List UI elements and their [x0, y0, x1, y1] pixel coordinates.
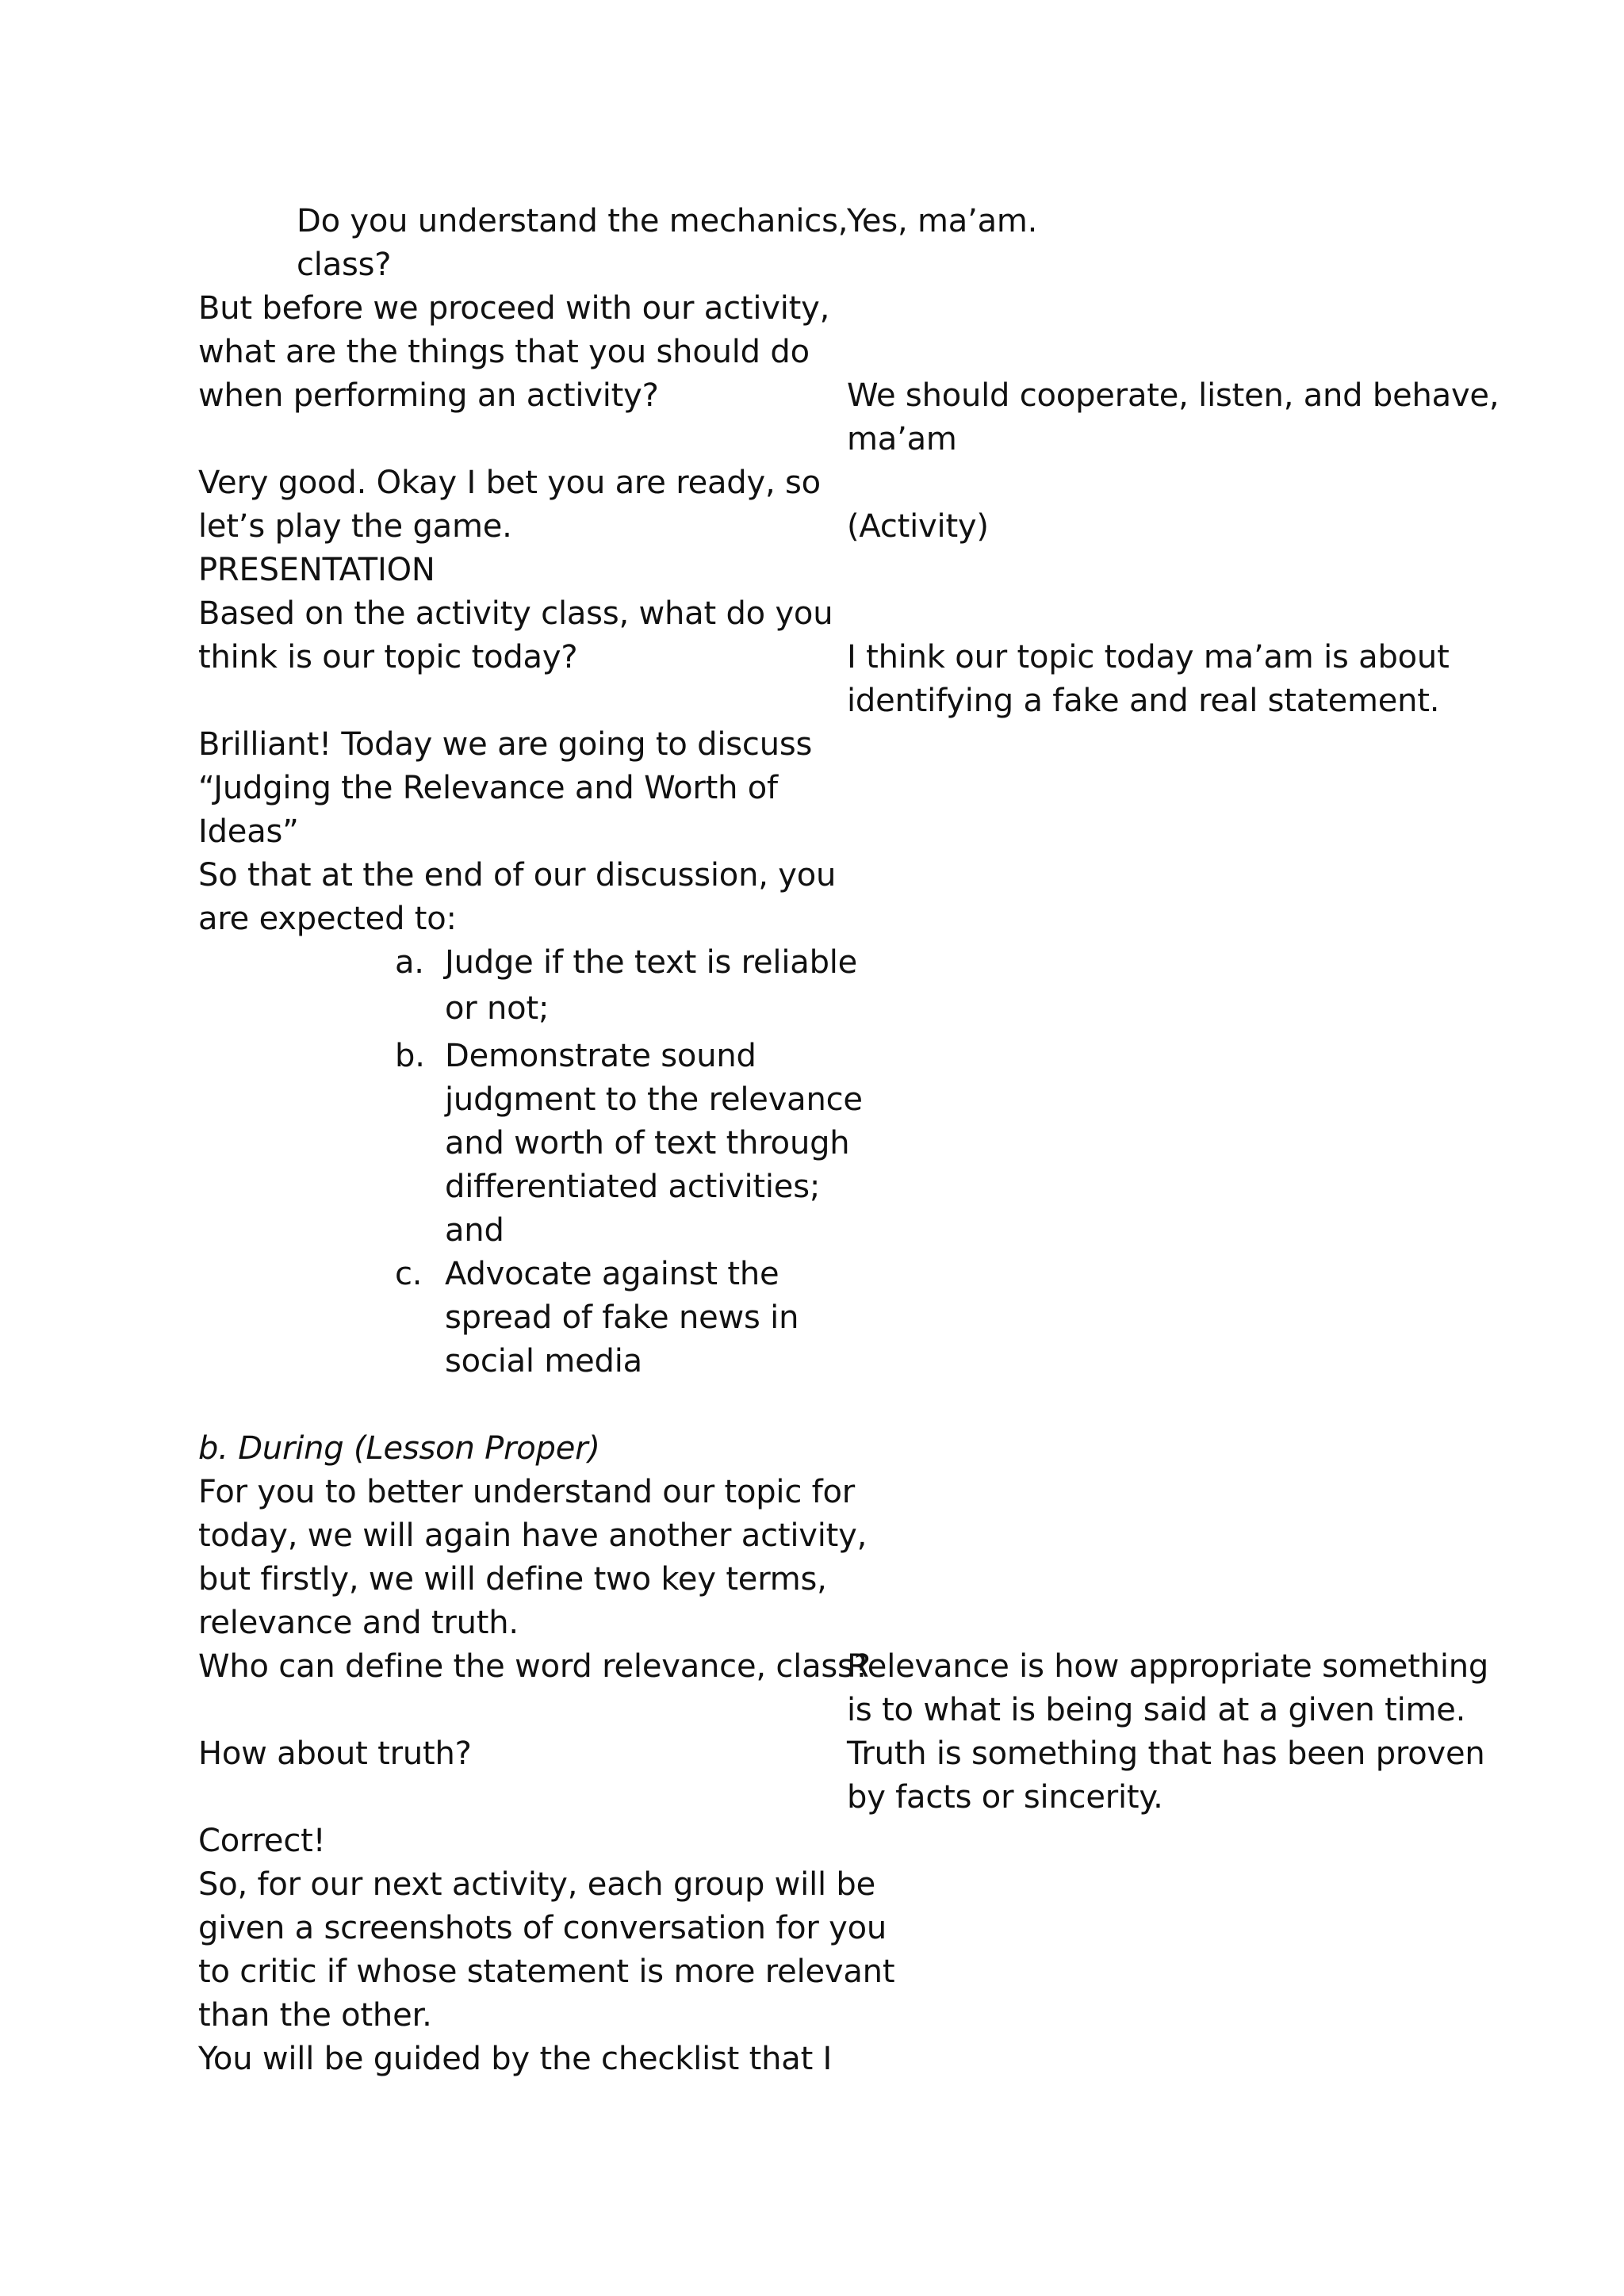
student-response-topic: I think our topic today ma’am is about — [847, 639, 1450, 675]
objective-item: Advocate against the — [445, 1256, 779, 1292]
mechanics-question: Do you understand the mechanics, — [297, 203, 848, 239]
objective-item: spread of fake news in — [445, 1299, 799, 1336]
expected-text: are expected to: — [198, 901, 457, 937]
lesson-proper-text: relevance and truth. — [198, 1605, 519, 1641]
objective-item: judgment to the relevance — [445, 1081, 863, 1118]
define-truth-question: How about truth? — [198, 1735, 472, 1772]
objective-item: Demonstrate sound — [445, 1038, 756, 1074]
checklist-text: You will be guided by the checklist that I — [198, 2041, 833, 2077]
objective-marker: b. — [395, 1038, 425, 1074]
topic-question: think is our topic today? — [198, 639, 578, 675]
very-good-text: Very good. Okay I bet you are ready, so — [198, 465, 821, 501]
very-good-text: let’s play the game. — [198, 508, 512, 545]
student-response-relevance: Relevance is how appropriate something — [847, 1648, 1489, 1685]
correct-text: Correct! — [198, 1823, 326, 1859]
objective-marker: c. — [395, 1256, 423, 1292]
before-activity-text: what are the things that you should do — [198, 334, 810, 370]
student-activity-label: (Activity) — [847, 508, 989, 545]
objective-item: or not; — [445, 990, 550, 1027]
objective-item: social media — [445, 1343, 642, 1380]
objective-item: and worth of text through — [445, 1125, 850, 1161]
student-response-truth: by facts or sincerity. — [847, 1779, 1163, 1816]
next-activity-text: So, for our next activity, each group will be — [198, 1866, 876, 1903]
student-response-yes: Yes, ma’am. — [847, 203, 1038, 239]
next-activity-text: given a screenshots of conversation for you — [198, 1910, 887, 1946]
student-response-cooperate: ma’am — [847, 421, 957, 457]
objective-marker: a. — [395, 944, 424, 981]
objective-item: and — [445, 1212, 504, 1249]
lesson-proper-text: today, we will again have another activity, — [198, 1517, 868, 1554]
student-response-cooperate: We should cooperate, listen, and behave, — [847, 377, 1500, 414]
define-relevance-question: Who can define the word relevance, class? — [198, 1648, 871, 1685]
objective-item: Judge if the text is reliable — [445, 944, 858, 981]
next-activity-text: to critic if whose statement is more relevant — [198, 1954, 895, 1990]
during-heading: b. During (Lesson Proper) — [198, 1430, 600, 1467]
topic-question: Based on the activity class, what do you — [198, 595, 833, 632]
mechanics-question-cont: class? — [297, 247, 392, 283]
objective-item: differentiated activities; — [445, 1169, 821, 1205]
brilliant-text: “Judging the Relevance and Worth of — [198, 770, 778, 806]
lesson-proper-text: For you to better understand our topic for — [198, 1474, 856, 1510]
student-response-topic: identifying a fake and real statement. — [847, 683, 1440, 719]
before-activity-text: But before we proceed with our activity, — [198, 290, 830, 327]
brilliant-text: Ideas” — [198, 813, 299, 850]
before-activity-text: when performing an activity? — [198, 377, 659, 414]
expected-text: So that at the end of our discussion, you — [198, 857, 837, 894]
lesson-proper-text: but firstly, we will define two key terms, — [198, 1561, 827, 1598]
presentation-heading: PRESENTATION — [198, 552, 435, 588]
student-response-relevance: is to what is being said at a given time. — [847, 1692, 1466, 1728]
brilliant-text: Brilliant! Today we are going to discuss — [198, 726, 813, 763]
next-activity-text: than the other. — [198, 1997, 432, 2034]
student-response-truth: Truth is something that has been proven — [847, 1735, 1485, 1772]
